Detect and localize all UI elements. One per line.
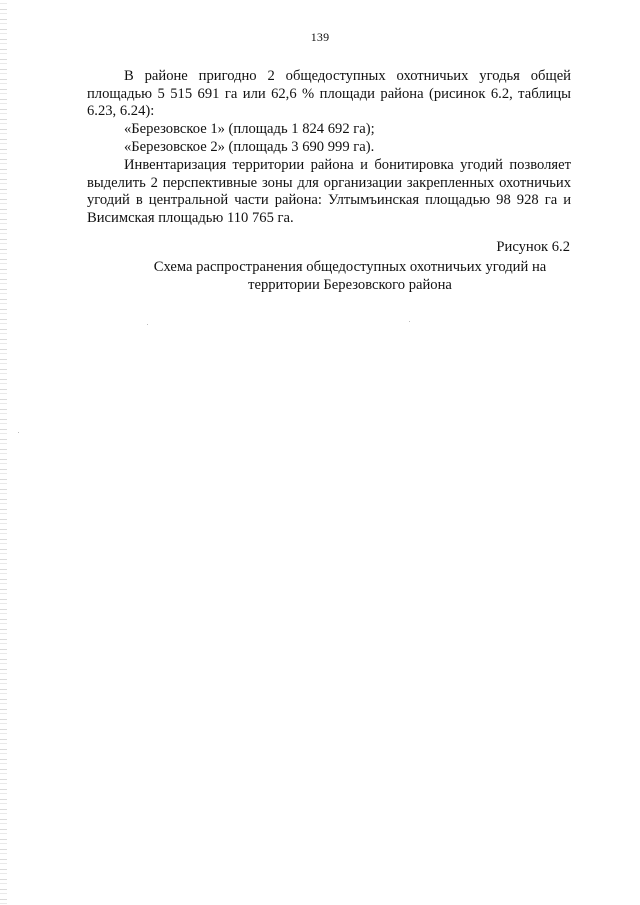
figure-caption-line-1: Схема распространения общедоступных охотничьих угодий на [153, 259, 547, 275]
list-item-berezovskoe-1: «Березовское 1» (площадь 1 824 692 га); [124, 121, 375, 137]
figure-caption [100, 258, 600, 294]
figure-label: Рисунок 6.2 [496, 239, 570, 255]
scan-speck [147, 324, 148, 325]
scan-speck [409, 321, 410, 322]
paragraph-hunting-grounds-summary: В районе пригодно 2 общедоступных охотничьих угодья общей площадью 5 515 691 га или 62,6 % площади района (рисинок 6.2, таблицы 6.23, 6.24): [87, 68, 571, 120]
scan-edge-artifact [0, 0, 7, 905]
page-number: 139 [310, 30, 330, 44]
list-item-berezovskoe-2: «Березовское 2» (площадь 3 690 999 га). [124, 139, 375, 155]
paragraph-perspective-zones: Инвентаризация территории района и бонитировка угодий позволяет выделить 2 перспективные зоны для организации закрепленных охотничьих угодий в центральной части района: Ултымъинская площадью 98 928 га и Висимская площадью 110 765 га. [87, 157, 571, 226]
figure-caption-line-2: территории Березовского района [248, 277, 452, 293]
scan-speck [18, 432, 19, 433]
